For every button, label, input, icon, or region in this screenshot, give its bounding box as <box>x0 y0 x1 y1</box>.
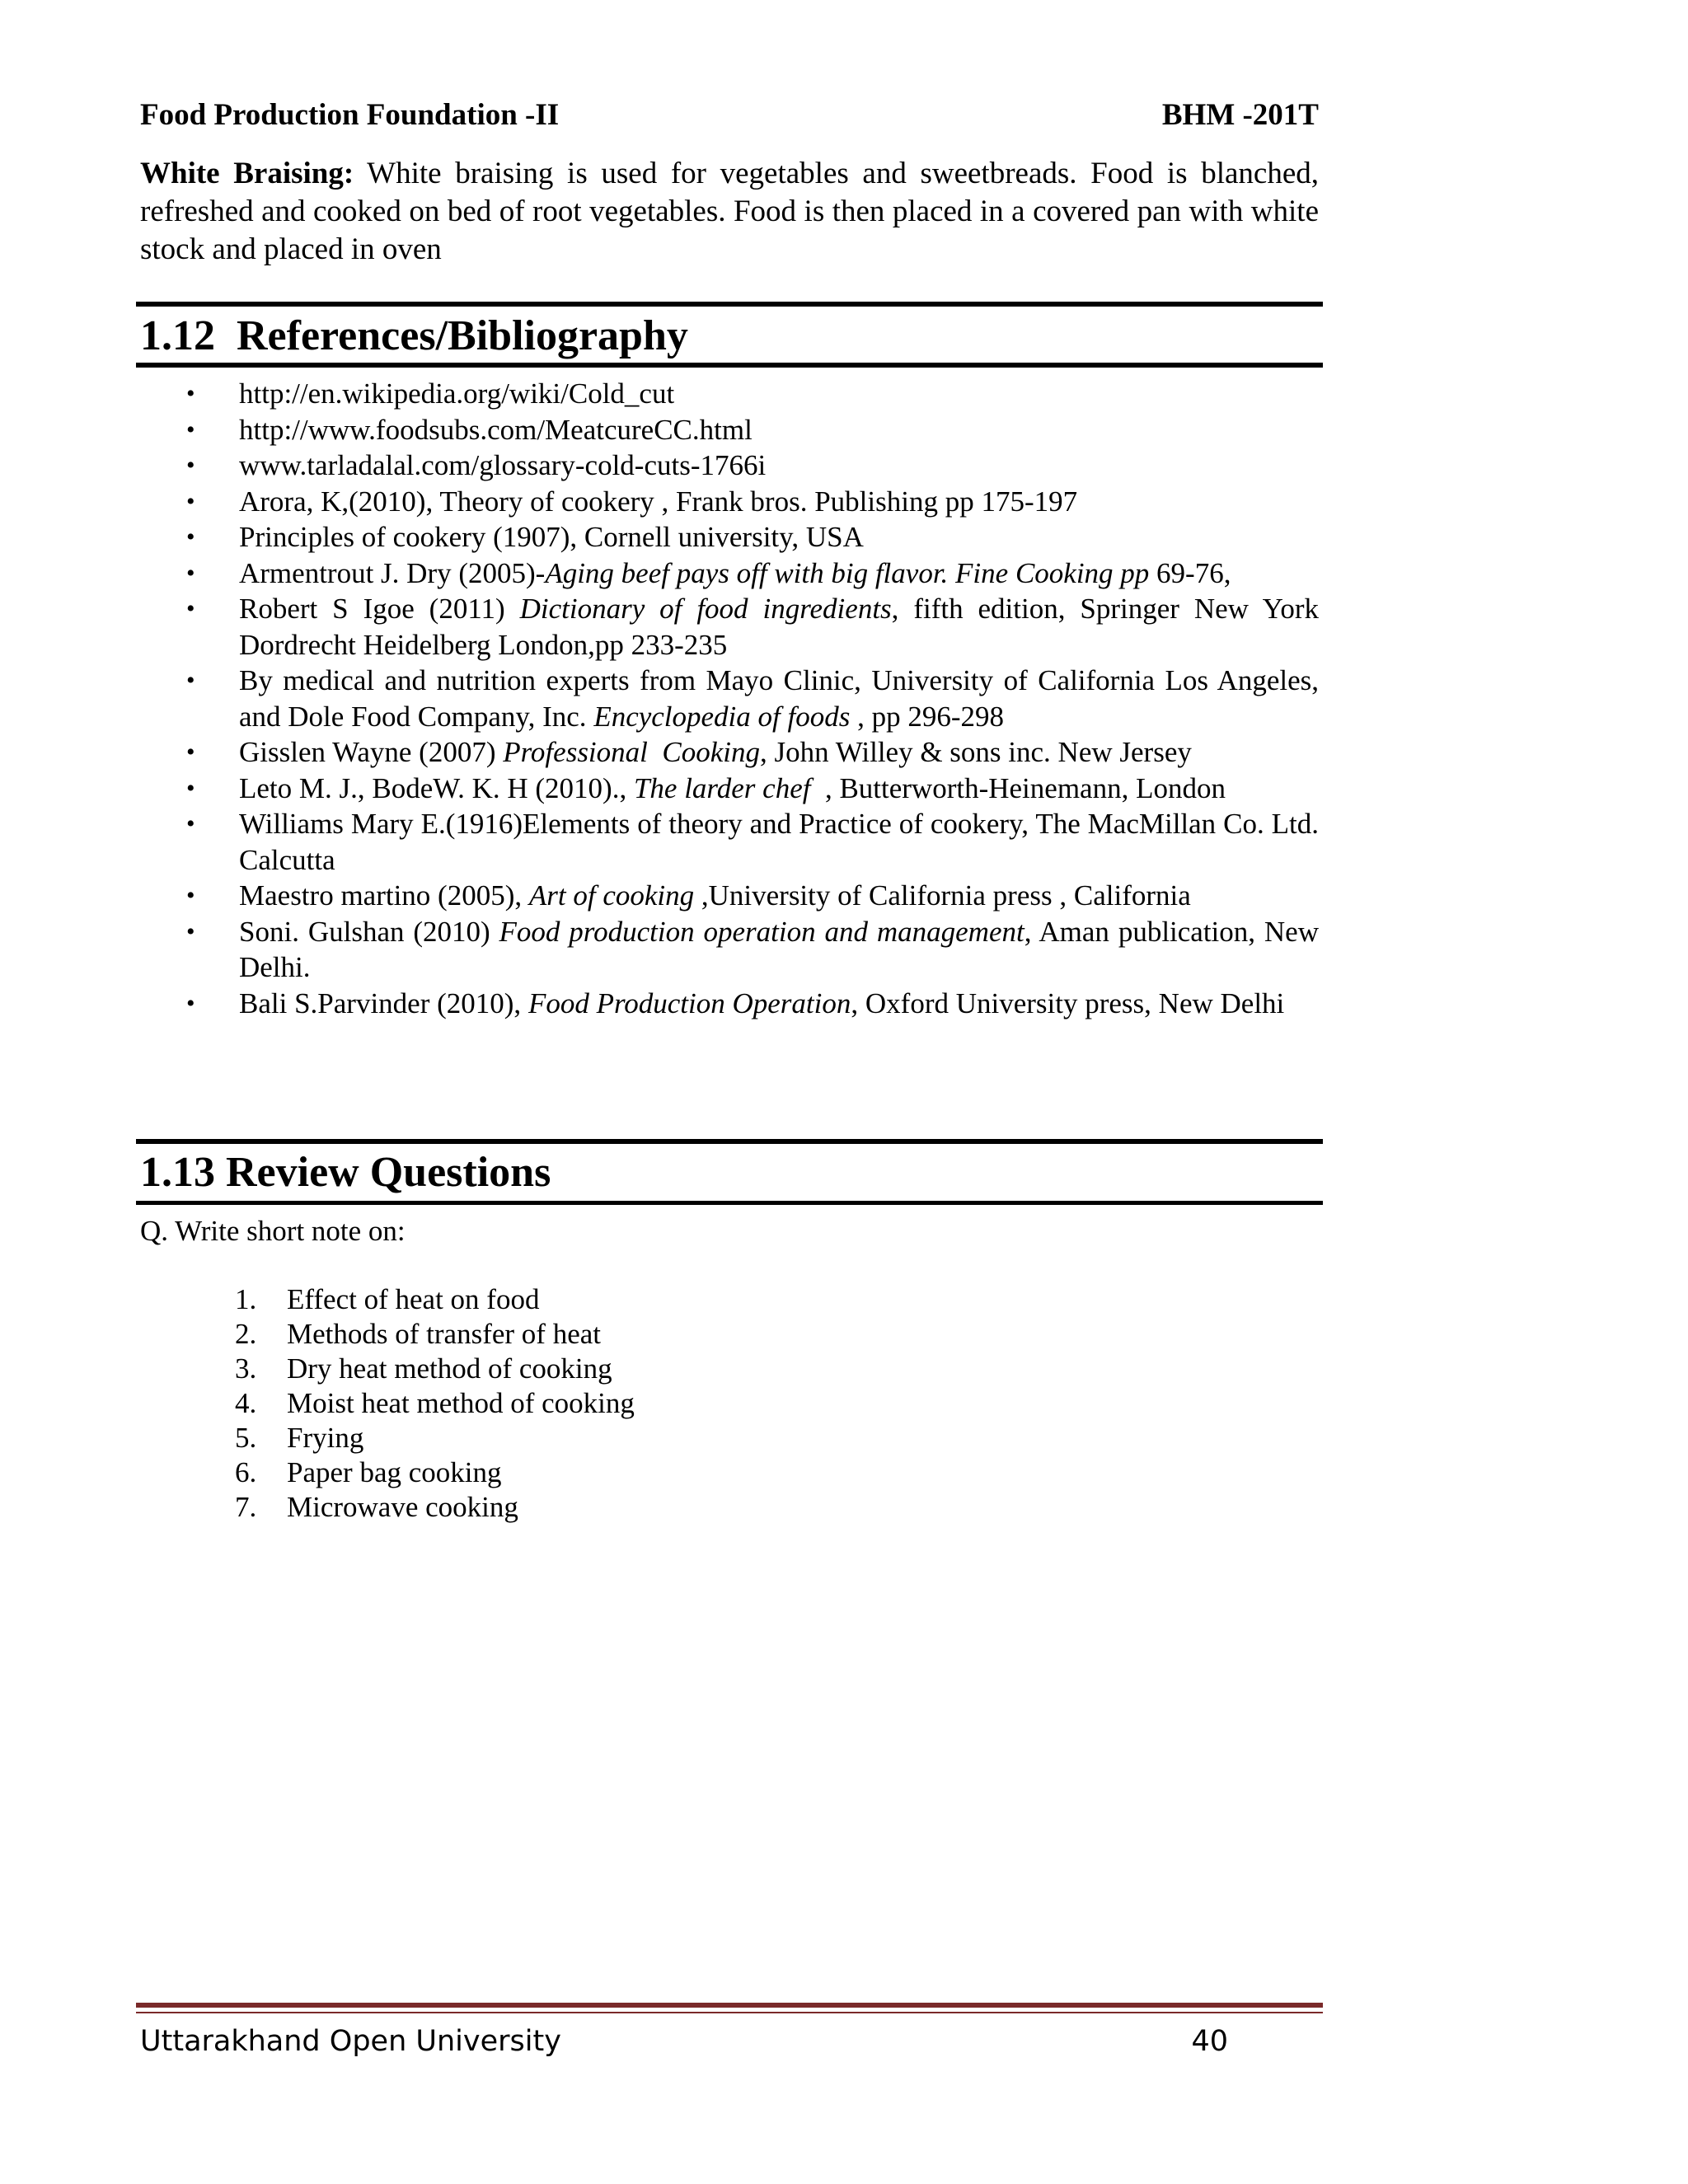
question-text: Effect of heat on food <box>287 1283 540 1315</box>
reference-text: , pp 296-298 <box>850 700 1005 733</box>
white-braising-term: White Braising: <box>140 157 354 190</box>
review-heading: 1.13 Review Questions <box>140 1149 551 1196</box>
reference-item <box>140 878 1319 914</box>
references-list <box>140 376 1319 1021</box>
footer-rule <box>136 2003 1323 2008</box>
question-text: Methods of transfer of heat <box>287 1318 601 1350</box>
white-braising-text: White braising is used for vegetables and sweetbreads. Food is blanched, refreshed and cooked on bed of root vegetables. Food is then placed in a covered pan with white stock and placed in oven <box>140 157 1319 266</box>
question-item <box>235 1455 635 1490</box>
bullet-icon: • <box>186 452 195 479</box>
reference-item <box>140 448 1319 484</box>
reference-text: , fifth edition, Springer New York Dordrecht Heidelberg London,pp 233-235 <box>239 593 1319 661</box>
bullet-icon: • <box>186 810 195 837</box>
reference-title: Encyclopedia of foods <box>593 700 851 733</box>
reference-link[interactable]: www.tarladalal.com/glossary-cold-cuts-1766i <box>239 449 767 481</box>
reference-text: , Butterworth-Heinemann, London <box>810 771 1226 804</box>
reference-title: Food production operation and management <box>499 915 1025 948</box>
reference-text: Arora, K,(2010), Theory of cookery , Frank bros. Publishing pp 175-197 <box>239 485 1078 518</box>
course-title: Food Production Foundation -II <box>140 98 560 132</box>
reference-item <box>140 734 1319 771</box>
page-header <box>140 97 1319 138</box>
page-number: 40 <box>1191 2025 1228 2058</box>
question-number: 5. <box>235 1422 257 1454</box>
reference-title: Art of cooking <box>528 879 695 912</box>
question-text: Paper bag cooking <box>287 1456 502 1488</box>
reference-item <box>140 555 1319 592</box>
reference-item <box>140 663 1319 734</box>
reference-item <box>140 376 1319 412</box>
reference-text: , Oxford University press, New Delhi <box>851 987 1285 1019</box>
question-text: Frying <box>287 1422 364 1454</box>
reference-text: ,University of California press , California <box>694 879 1191 912</box>
bullet-icon: • <box>186 380 195 407</box>
reference-title: Aging beef pays off with big flavor. Fine Cooking pp <box>545 556 1150 589</box>
reference-link[interactable]: http://en.wikipedia.org/wiki/Cold_cut <box>239 377 675 410</box>
bullet-icon: • <box>186 487 195 515</box>
section-rule-top <box>136 1139 1323 1144</box>
bullet-icon: • <box>186 738 195 766</box>
reference-text: Bali S.Parvinder (2010), <box>239 987 528 1019</box>
question-number: 2. <box>235 1318 257 1350</box>
reference-item <box>140 986 1319 1022</box>
reference-text: Armentrout J. Dry (2005)- <box>239 556 546 589</box>
question-item <box>235 1386 635 1421</box>
page-footer <box>140 2025 1228 2058</box>
question-item <box>235 1282 635 1317</box>
reference-title: Food Production Operation <box>528 987 851 1019</box>
reference-item <box>140 412 1319 448</box>
question-item <box>235 1352 635 1386</box>
review-prompt: Q. Write short note on: <box>140 1215 406 1247</box>
reference-item <box>140 519 1319 555</box>
reference-text: Gisslen Wayne (2007) <box>239 736 504 768</box>
bullet-icon: • <box>186 559 195 587</box>
reference-item <box>140 914 1319 986</box>
question-item <box>235 1317 635 1352</box>
reference-title: Dictionary of food ingredients <box>519 593 892 625</box>
bullet-icon: • <box>186 882 195 909</box>
question-number: 7. <box>235 1491 257 1523</box>
reference-text: 69-76, <box>1149 556 1231 589</box>
question-text: Dry heat method of cooking <box>287 1352 612 1385</box>
reference-text: Soni. Gulshan (2010) <box>239 915 499 948</box>
reference-link[interactable]: http://www.foodsubs.com/MeatcureCC.html <box>239 413 753 446</box>
reference-title: The larder chef <box>633 771 811 804</box>
course-code: BHM -201T <box>1161 98 1319 132</box>
reference-text: Principles of cookery (1907), Cornell university, USA <box>239 521 864 553</box>
university-name: Uttarakhand Open University <box>140 2025 561 2058</box>
bullet-icon: • <box>186 774 195 802</box>
question-item <box>235 1421 635 1455</box>
white-braising-paragraph <box>140 155 1319 269</box>
bullet-icon: • <box>186 523 195 551</box>
bullet-icon: • <box>186 595 195 622</box>
question-text: Microwave cooking <box>287 1491 518 1523</box>
question-item <box>235 1490 635 1525</box>
references-heading: 1.12 References/Bibliography <box>140 312 688 359</box>
reference-title: Professional Cooking <box>503 736 760 768</box>
question-number: 1. <box>235 1283 257 1315</box>
reference-text: Williams Mary E.(1916)Elements of theory and Practice of cookery, The MacMillan Co. Ltd. Calcutta <box>239 808 1319 876</box>
section-rule-bottom <box>136 363 1323 368</box>
reference-item <box>140 771 1319 807</box>
section-rule-bottom <box>136 1201 1323 1205</box>
review-questions-list <box>235 1282 635 1525</box>
reference-item <box>140 591 1319 663</box>
reference-text: Robert S Igoe (2011) <box>239 593 520 625</box>
question-number: 6. <box>235 1456 257 1488</box>
reference-item <box>140 806 1319 878</box>
reference-text: , John Willey & sons inc. New Jersey <box>760 736 1192 768</box>
bullet-icon: • <box>186 917 195 945</box>
reference-item <box>140 484 1319 520</box>
question-text: Moist heat method of cooking <box>287 1387 635 1419</box>
reference-text: Leto M. J., BodeW. K. H (2010)., <box>239 771 634 804</box>
footer-rule-thin <box>136 2012 1323 2013</box>
bullet-icon: • <box>186 415 195 443</box>
bullet-icon: • <box>186 989 195 1017</box>
reference-text: By medical and nutrition experts from Mayo Clinic, University of California Los Angeles, and Dole Food Company, Inc. <box>239 664 1319 733</box>
reference-text: Maestro martino (2005), <box>239 879 529 912</box>
question-number: 3. <box>235 1352 257 1385</box>
section-rule-top <box>136 302 1323 307</box>
bullet-icon: • <box>186 667 195 694</box>
reference-text: , Aman publication, New Delhi. <box>239 915 1319 983</box>
question-number: 4. <box>235 1387 257 1419</box>
